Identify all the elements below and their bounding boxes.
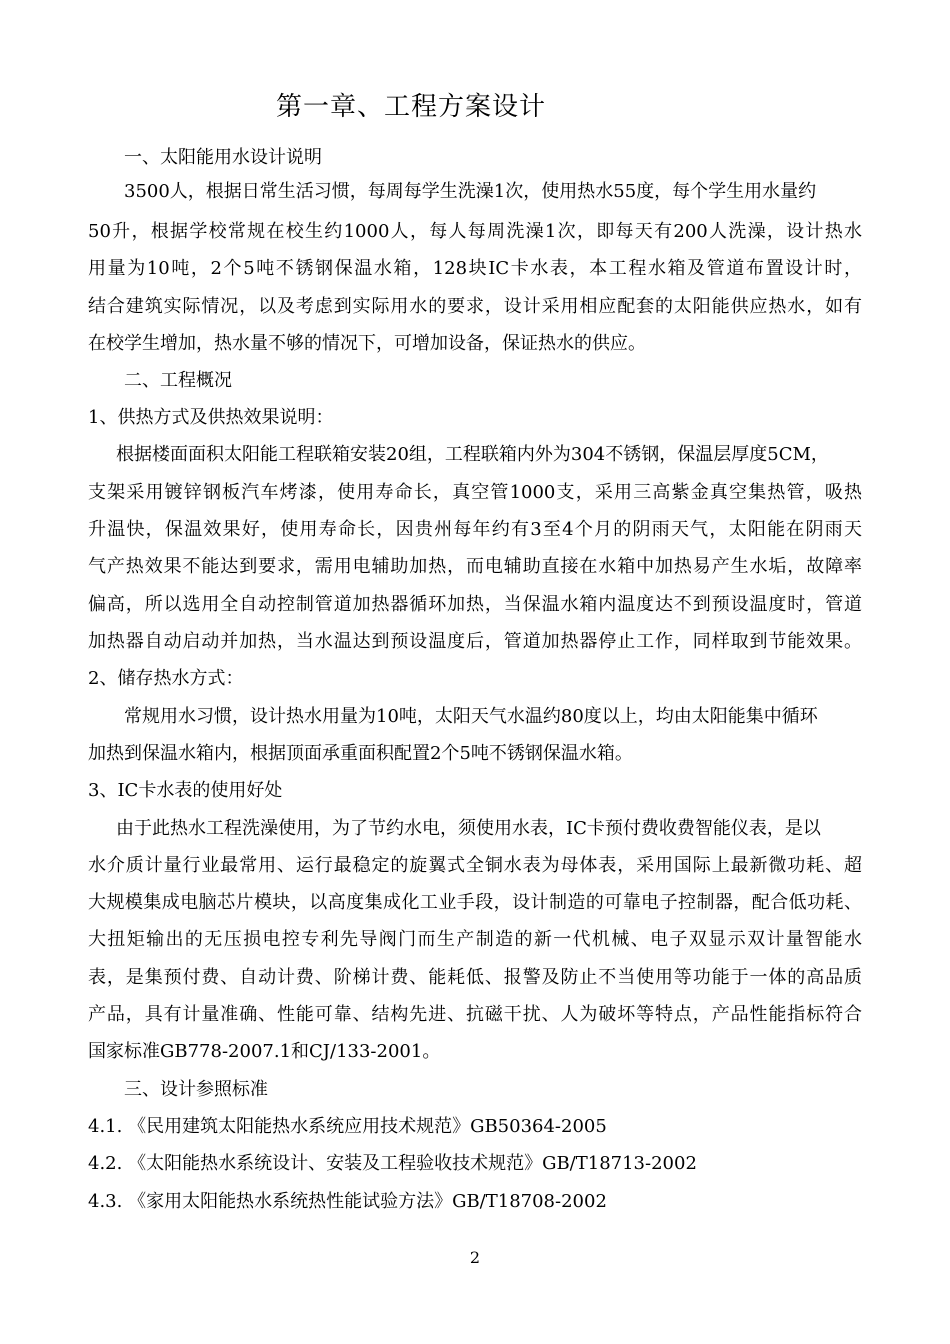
section-heading-1: 一、太阳能用水设计说明 <box>124 147 322 168</box>
paragraph-line: 加热到保温水箱内，根据顶面承重面积配置2个5吨不锈钢保温水箱。 <box>88 743 633 764</box>
paragraph-line: 气产热效果不能达到要求，需用电辅助加热，而电辅助直接在水箱中加热易产生水垢，故障率 <box>88 556 862 577</box>
paragraph-line: 大规模集成电脑芯片模块，以高度集成化工业手段，设计制造的可靠电子控制器，配合低功耗、 <box>88 892 862 913</box>
paragraph-line: 国家标准GB778-2007.1和CJ/133-2001。 <box>88 1041 441 1062</box>
standard-item: 4.3. 《家用太阳能热水系统热性能试验方法》GB/T18708-2002 <box>88 1191 607 1212</box>
paragraph-line: 升温快，保温效果好，使用寿命长，因贵州每年约有3至4个月的阴雨天气，太阳能在阴雨天 <box>88 519 862 540</box>
subsection-heading-3: 3、IC卡水表的使用好处 <box>88 780 283 801</box>
standard-item: 4.1. 《民用建筑太阳能热水系统应用技术规范》GB50364-2005 <box>88 1116 607 1137</box>
paragraph-line: 加热器自动启动并加热，当水温达到预设温度后，管道加热器停止工作，同样取到节能效果。 <box>88 631 862 652</box>
paragraph-line: 常规用水习惯，设计热水用量为10吨，太阳天气水温约80度以上，均由太阳能集中循环 <box>124 706 818 727</box>
paragraph-line: 由于此热水工程洗澡使用，为了节约水电，须使用水表，IC卡预付费收费智能仪表，是以 <box>116 818 821 839</box>
paragraph-line: 3500人，根据日常生活习惯，每周每学生洗澡1次，使用热水55度，每个学生用水量约 <box>124 181 817 202</box>
section-heading-3: 三、设计参照标准 <box>124 1079 268 1100</box>
paragraph-line: 偏高，所以选用全自动控制管道加热器循环加热，当保温水箱内温度达不到预设温度时，管道 <box>88 594 862 615</box>
page-number: 2 <box>469 1248 481 1267</box>
standard-item: 4.2. 《太阳能热水系统设计、安装及工程验收技术规范》GB/T18713-2002 <box>88 1153 697 1174</box>
paragraph-line: 大扭矩输出的无压损电控专利先导阀门而生产制造的新一代机械、电子双显示双计量智能水 <box>88 929 862 950</box>
paragraph-line: 产品，具有计量准确、性能可靠、结构先进、抗磁干扰、人为破坏等特点，产品性能指标符合 <box>88 1004 862 1025</box>
subsection-heading-1: 1、供热方式及供热效果说明： <box>88 407 334 428</box>
paragraph-line: 用量为10吨，2个5吨不锈钢保温水箱，128块IC卡水表，本工程水箱及管道布置设计时， <box>88 258 862 279</box>
subsection-heading-2: 2、储存热水方式： <box>88 668 244 689</box>
chapter-title: 第一章、工程方案设计 <box>276 92 547 122</box>
section-heading-2: 二、工程概况 <box>124 370 232 391</box>
paragraph-line: 表，是集预付费、自动计费、阶梯计费、能耗低、报警及防止不当使用等功能于一体的高品质 <box>88 967 862 988</box>
paragraph-line: 在校学生增加，热水量不够的情况下，可增加设备，保证热水的供应。 <box>88 333 646 354</box>
paragraph-line: 根据楼面面积太阳能工程联箱安装20组，工程联箱内外为304不锈钢，保温层厚度5CM， <box>116 444 829 465</box>
paragraph-line: 水介质计量行业最常用、运行最稳定的旋翼式全铜水表为母体表，采用国际上最新微功耗、超 <box>88 855 862 876</box>
paragraph-line: 结合建筑实际情况，以及考虑到实际用水的要求，设计采用相应配套的太阳能供应热水，如有 <box>88 296 862 317</box>
paragraph-line: 50升，根据学校常规在校生约1000人，每人每周洗澡1次，即每天有200人洗澡，设计热水 <box>88 221 862 242</box>
paragraph-line: 支架采用镀锌钢板汽车烤漆，使用寿命长，真空管1000支，采用三高紫金真空集热管，吸热 <box>88 482 862 503</box>
